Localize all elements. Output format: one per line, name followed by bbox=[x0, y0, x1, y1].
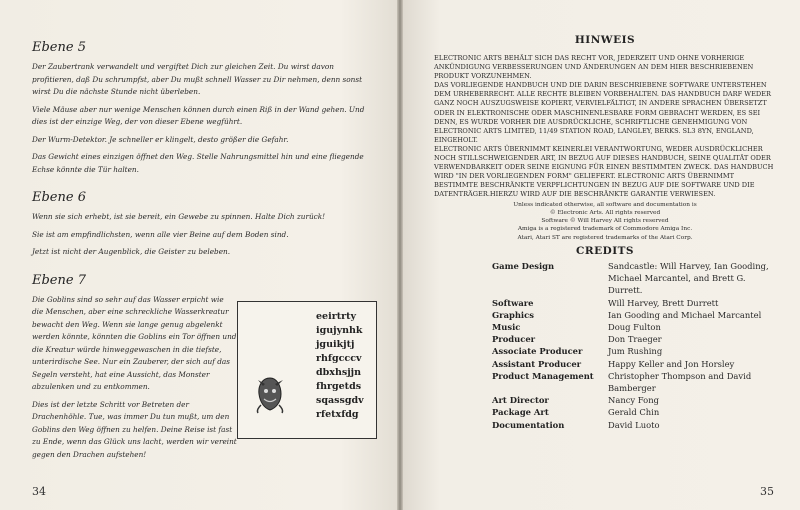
legal-paragraph: ELECTRONIC ARTS ÜBERNIMMT KEINERLEI VERANTWORTUNG, WEDER AUSDRÜCKLICHER NOCH STILLSCHWEIGENDER ART, IN BEZUG AUF DIESES HANDBUCH, SEINE QUALITÄT ODER VERWENDBARKEIT ODER SEINE EIGNUNG FÜR EINEN BESTIMMTEN ZWECK. DAS HANDBUCH WIRD "IN DER VORLIEGENDEN FORM" GELIEFERT. ELECTRONIC ARTS ÜBERNIMMT BESTIMMTE BESCHRÄNKTE VERPFLICHTUNGEN IN BEZUG AUF DIE SOFTWARE UND DIE DATENTRÄGER.HIERZU WIRD AUF DIE BESCHRÄNKTE GARANTIE VERWIESEN. bbox=[434, 144, 774, 199]
credit-role: Software bbox=[492, 297, 534, 308]
credit-role: Art Director bbox=[492, 395, 549, 406]
credit-role: Documentation bbox=[492, 419, 565, 430]
code-word: eeirtrty bbox=[316, 310, 357, 322]
credit-name: Happy Keller and Jon Horsley bbox=[608, 358, 735, 369]
credit-name: Christopher Thompson and David Bamberger bbox=[608, 370, 752, 394]
paragraph: Dies ist der letzte Schritt vor Betreten der Drachenhöhle. Tue, was immer Du tun mußt, um den Goblins den Weg öffnen zu helfen. Deine Reise ist fast zu Ende, wenn das Glück uns lacht, werden wir vereint gegen den Drachen aufstehen! bbox=[32, 399, 237, 459]
code-word: fhrgetds bbox=[316, 380, 362, 392]
section-heading: Ebene 7 bbox=[32, 272, 86, 288]
section-heading: Ebene 6 bbox=[32, 190, 86, 205]
copy-protection-code-box bbox=[237, 301, 377, 439]
credit-role: Game Design bbox=[492, 260, 555, 271]
credit-name: Jum Rushing bbox=[608, 346, 663, 357]
legal-line: © Electronic Arts. All rights reserved bbox=[549, 209, 661, 216]
legal-paragraph: DAS VORLIEGENDE HANDBUCH UND DIE DARIN BESCHRIEBENE SOFTWARE UNTERSTEHEN DEM URHEBERRECHT. ALLE RECHTE BLEIBEN VORBEHALTEN. DAS HANDBUCH DARF WEDER GANZ NOCH AUSZUGSWEISE KOPIERT, VERVIELFÄLTIGT, IN ANDERE SPRACHEN ÜBERSETZT ODER IN ELEKTRONISCHE ODER MASCHINENLESBARE FORM GEBRACHT WERDEN, ES SEI DENN, ES WURDE VORHER DIE AUSDRÜCKLICHE, SCHRIFTLICHE GENEHMIGUNG VON ELECTRONIC ARTS LIMITED, 11/49 STATION ROAD, LANGLEY, BERKS. SL3 8YN, ENGLAND, EINGEHOLT. bbox=[434, 81, 771, 144]
code-word: jguikjtj bbox=[316, 338, 355, 350]
paragraph: Viele Mäuse aber nur wenige Menschen können durch einen Riß in der Wand gehen. Und dies ist der einzige Weg, der von dieser Ebene wegführt. bbox=[32, 104, 365, 126]
credit-name: Don Traeger bbox=[608, 334, 662, 345]
right-page bbox=[400, 0, 800, 510]
credit-name: Nancy Fong bbox=[608, 395, 659, 406]
section-heading: Ebene 5 bbox=[32, 40, 86, 55]
paragraph: Jetzt ist nicht der Augenblick, die Geister zu beleben. bbox=[32, 247, 231, 256]
page-number: 34 bbox=[32, 485, 46, 498]
paragraph: Sie ist am empfindlichsten, wenn alle vier Beine auf dem Boden sind. bbox=[32, 229, 289, 239]
legal-paragraph: ELECTRONIC ARTS BEHÄLT SICH DAS RECHT VOR, JEDERZEIT UND OHNE VORHERIGE ANKÜNDIGUNG VERBESSERUNGEN UND ÄNDERUNGEN AN DEM HIER BESCHRIEBENEN PRODUKT VORZUNEHMEN. bbox=[434, 54, 754, 81]
page-number: 35 bbox=[760, 485, 774, 498]
credit-name: David Luoto bbox=[608, 419, 660, 430]
code-word: sqassgdv bbox=[316, 394, 364, 406]
section-ebene-7 bbox=[32, 273, 370, 462]
credits-table bbox=[492, 260, 776, 431]
hinweis-title: HINWEIS bbox=[574, 34, 636, 46]
trademark-notice bbox=[434, 201, 776, 242]
credit-role: Music bbox=[492, 322, 521, 332]
legal-line: Unless indicated otherwise, all software and documentation is bbox=[513, 201, 697, 208]
credit-role: Assistant Producer bbox=[492, 358, 582, 369]
legal-line: Atari, Atari ST are registered trademarks of the Atari Corp. bbox=[517, 234, 693, 241]
legal-line: Amiga is a registered trademark of Commodore Amiga Inc. bbox=[517, 226, 693, 233]
code-word: igujynhk bbox=[316, 324, 363, 336]
legal-line: Software © Will Harvey All rights reserved bbox=[541, 218, 669, 225]
credit-name: Will Harvey, Brett Durrett bbox=[608, 297, 719, 308]
credit-name: Gerald Chin bbox=[608, 407, 660, 418]
credit-role: Producer bbox=[492, 334, 536, 345]
credit-role: Associate Producer bbox=[492, 346, 583, 357]
credit-name: Ian Gooding and Michael Marcantel bbox=[608, 309, 762, 320]
credit-name: Sandcastle: Will Harvey, Ian Gooding, Michael Marcantel, and Brett G. Durrett. bbox=[608, 260, 769, 296]
code-word: dbxhsjjn bbox=[316, 366, 361, 378]
dragon-illustration-icon bbox=[252, 372, 288, 414]
paragraph: Das Gewicht eines einzigen öffnet den Weg. Stelle Nahrungsmittel hin und eine fliegende Echse könnte die Tür halten. bbox=[32, 152, 364, 174]
credit-name: Doug Fulton bbox=[608, 322, 661, 332]
paragraph: Die Goblins sind so sehr auf das Wasser erpicht wie die Menschen, aber eine schreckliche Wasserkreatur bewacht den Weg. Wenn sie lange genug abgelenkt werden könnte, könnten die Goblins ein Tor öffnen und die Kreatur würde hinweggewaschen in die tiefste, unterirdische See. Nur ein Zauberer, der sich auf das Segeln versteht, hat eine Aussicht, das Monster abzulenken und zu entkommen. bbox=[32, 294, 237, 391]
section-ebene-5 bbox=[32, 40, 370, 176]
credits-title: CREDITS bbox=[576, 244, 634, 257]
credit-role: Graphics bbox=[492, 309, 534, 320]
book-gutter bbox=[397, 0, 403, 510]
code-word: rhfgcccv bbox=[316, 352, 362, 364]
section-ebene-6 bbox=[32, 190, 370, 259]
paragraph: Der Wurm-Detektor. Je schneller er klingelt, desto größer die Gefahr. bbox=[32, 134, 289, 144]
paragraph: Wenn sie sich erhebt, ist sie bereit, ein Gewebe zu spinnen. Halte Dich zurück! bbox=[32, 212, 326, 221]
paragraph: Der Zaubertrank verwandelt und vergiftet Dich zur gleichen Zeit. Du wirst davon profitieren, daß Du schrumpfst, aber Du mußt schnell Wasser zu Dir nehmen, denn sonst wirst Du die nächste Stunde nicht überleben. bbox=[32, 62, 363, 96]
credit-role: Package Art bbox=[492, 407, 549, 418]
code-list bbox=[316, 310, 364, 422]
section-text bbox=[32, 294, 237, 462]
code-word: rfetxfdg bbox=[316, 408, 359, 420]
credit-role: Product Management bbox=[492, 370, 594, 381]
